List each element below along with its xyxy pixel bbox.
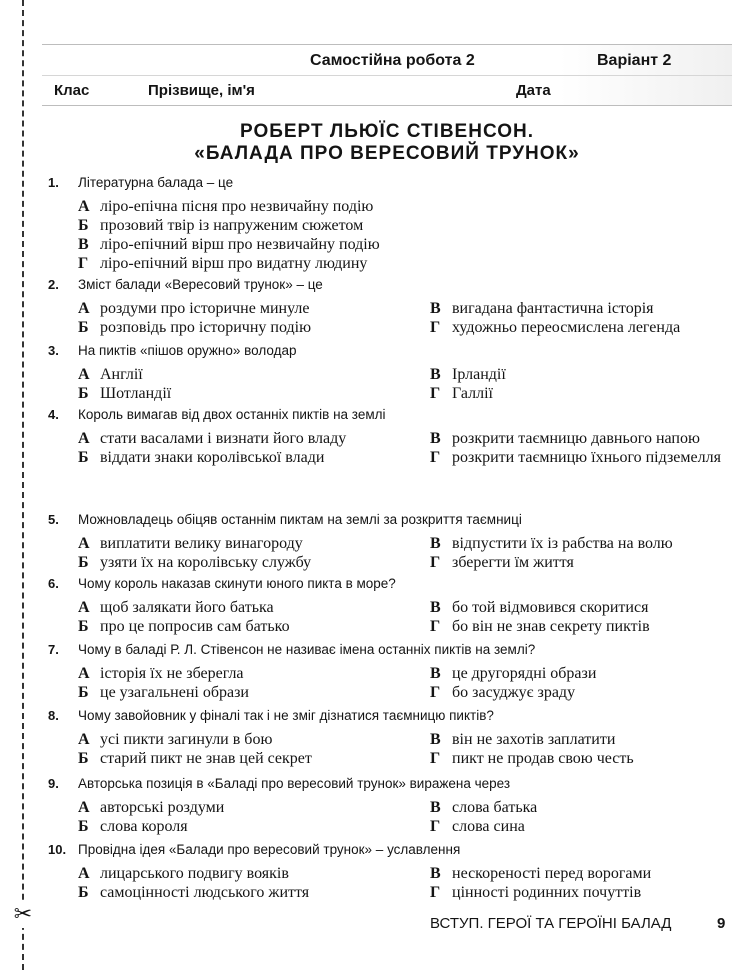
option-text: авторські роздуми [100,799,225,816]
option-text: слова сина [452,818,525,835]
answer-option-Б [78,384,171,403]
option-letter: Г [430,319,441,336]
answer-option-Г [430,384,493,403]
option-text: ліро-епічна пісня про незвичайну подію [100,198,374,215]
worksheet-header [42,44,732,106]
option-letter: В [430,599,441,616]
option-text: стати васалами і визнати його владу [100,430,347,447]
option-text: Шотландії [100,385,172,402]
answer-option-Г [430,749,634,768]
option-letter: Г [430,684,441,701]
question-number: 2. [48,277,59,292]
question-text: Провідна ідея «Балади про вересовий трунок» – уславлення [78,842,461,857]
option-letter: В [430,731,441,748]
option-letter: Б [78,618,89,635]
option-letter: В [430,865,441,882]
option-text: бо той відмовився скоритися [452,599,649,616]
cut-line [22,0,24,970]
option-letter: А [78,731,90,748]
answer-option-В [430,664,596,683]
date-field-label: Дата [516,82,551,99]
option-letter: Б [78,884,89,901]
answer-option-А [78,864,289,883]
answer-option-А [78,534,303,553]
option-text: самоцінності людського життя [100,884,310,901]
question-number: 4. [48,407,59,422]
option-letter: Б [78,554,89,571]
option-letter: Б [78,750,89,767]
option-letter: Г [430,449,441,466]
answer-option-А [78,365,143,384]
option-text: нескореності перед ворогами [452,865,652,882]
option-text: роздуми про історичне минуле [100,300,310,317]
question-text: Король вимагав від двох останніх пиктів на землі [78,407,386,422]
option-letter: В [430,665,441,682]
option-letter: Б [78,449,89,466]
answer-option-Г [430,883,641,902]
option-letter: А [78,198,90,215]
question-number: 3. [48,343,59,358]
option-text: про це попросив сам батько [100,618,290,635]
option-letter: Б [78,385,89,402]
answer-option-В [430,798,537,817]
question-number: 6. [48,576,59,591]
question-number: 10. [48,842,67,857]
question-text: Зміст балади «Вересовий трунок» – це [78,277,323,292]
name-field-label: Прізвище, ім'я [148,82,255,99]
option-letter: Г [430,818,441,835]
option-text: узяти їх на королівську службу [100,554,312,571]
answer-option-В [430,730,615,749]
page-title-line1: РОБЕРТ ЛЬЮЇС СТІВЕНСОН. [240,121,534,142]
option-letter: Г [430,385,441,402]
option-text: усі пикти загинули в бою [100,731,273,748]
option-letter: В [430,799,441,816]
option-text: старий пикт не знав цей секрет [100,750,312,767]
option-text: Англії [100,366,143,383]
class-field-label: Клас [54,82,90,99]
option-letter: А [78,665,90,682]
option-text: це другорядні образи [452,665,597,682]
option-text: щоб залякати його батька [100,599,274,616]
answer-option-А [78,730,272,749]
answer-option-Б [78,817,188,836]
header-divider [42,75,732,76]
option-letter: В [430,366,441,383]
option-text: бо засуджує зраду [452,684,576,701]
option-letter: Г [430,554,441,571]
answer-option-Г [430,318,680,337]
question-text: Літературна балада – це [78,175,234,190]
answer-option-Г [430,817,525,836]
answer-option-В [430,429,700,448]
question-number: 1. [48,175,59,190]
question-number: 8. [48,708,59,723]
option-letter: В [78,236,89,253]
answer-option-Г [430,683,575,702]
question-text: Чому завойовник у фіналі так і не зміг дізнатися таємницю пиктів? [78,708,494,723]
option-text: бо він не знав секрету пиктів [452,618,650,635]
option-text: вигадана фантастична історія [452,300,654,317]
option-letter: Г [430,884,441,901]
question-text: Можновладець обіцяв останнім пиктам на землі за розкриття таємниці [78,512,522,527]
answer-option-Б [78,883,309,902]
option-letter: Б [78,818,89,835]
option-letter: В [430,300,441,317]
option-letter: В [430,535,441,552]
option-text: розкрити таємницю давнього напою [452,430,700,447]
answer-option-В [430,534,673,553]
option-letter: Б [78,684,89,701]
option-letter: А [78,366,90,383]
option-letter: А [78,865,90,882]
answer-option-А [78,598,274,617]
option-text: він не захотів заплатити [452,731,616,748]
answer-option-В [430,299,654,318]
question-text: Авторська позиція в «Баладі про вересовий трунок» виражена через [78,776,511,791]
option-text: слова батька [452,799,538,816]
answer-option-Б [78,553,311,572]
option-text: пикт не продав свою честь [452,750,634,767]
option-text: віддати знаки королівської влади [100,449,325,466]
answer-option-В [430,598,648,617]
option-text: художньо переосмислена легенда [452,319,681,336]
question-text: Чому король наказав скинути юного пикта в море? [78,576,396,591]
answer-option-Г [430,448,721,467]
question-number: 5. [48,512,59,527]
page-number: 9 [717,915,726,932]
section-footer: ВСТУП. ГЕРОЇ ТА ГЕРОЇНІ БАЛАД [430,915,672,932]
variant-label: Варіант 2 [597,52,672,69]
answer-option-Б [78,749,312,768]
option-letter: Г [430,618,441,635]
option-text: виплатити велику винагороду [100,535,303,552]
answer-option-Б [78,318,311,337]
option-letter: Г [78,255,89,272]
question-number: 7. [48,642,59,657]
option-text: історія їх не зберегла [100,665,244,682]
answer-option-В [430,864,651,883]
answer-option-А [78,664,244,683]
answer-option-А [78,798,224,817]
option-text: зберегти їм життя [452,554,574,571]
answer-option-В [430,365,506,384]
question-text: Чому в баладі Р. Л. Стівенсон не називає імена останніх пиктів на землі? [78,642,536,657]
option-text: Ірландії [452,366,506,383]
option-text: лицарського подвигу вояків [100,865,289,882]
answer-option-Б [78,448,324,467]
answer-option-А [78,299,309,318]
option-text: це узагальнені образи [100,684,249,701]
answer-option-Г [78,254,367,273]
option-letter: В [430,430,441,447]
option-text: цінності родинних почуттів [452,884,642,901]
worksheet-title: Самостійна робота 2 [310,52,475,69]
question-text: На пиктів «пішов оружно» володар [78,343,297,358]
answer-option-А [78,429,346,448]
option-text: прозовий твір із напруженим сюжетом [100,217,364,234]
option-letter: А [78,430,90,447]
option-text: розповідь про історичну подію [100,319,312,336]
option-text: Галлії [452,385,493,402]
option-text: ліро-епічний вірш про видатну людину [100,255,368,272]
answer-option-Г [430,617,650,636]
page-title-line2: «БАЛАДА ПРО ВЕРЕСОВИЙ ТРУНОК» [194,143,580,164]
scissors-icon: ✂ [11,902,35,928]
option-text: відпустити їх із рабства на волю [452,535,673,552]
answer-option-Б [78,617,290,636]
option-letter: А [78,535,90,552]
answer-option-В [78,235,380,254]
option-letter: А [78,799,90,816]
answer-option-Б [78,216,363,235]
answer-option-Б [78,683,249,702]
answer-option-Г [430,553,574,572]
option-letter: Г [430,750,441,767]
option-letter: Б [78,217,89,234]
option-letter: А [78,300,90,317]
answer-option-А [78,197,373,216]
option-letter: А [78,599,90,616]
option-text: ліро-епічний вірш про незвичайну подію [100,236,380,253]
question-number: 9. [48,776,59,791]
option-text: розкрити таємницю їхнього підземелля [452,449,721,466]
option-letter: Б [78,319,89,336]
option-text: слова короля [100,818,188,835]
